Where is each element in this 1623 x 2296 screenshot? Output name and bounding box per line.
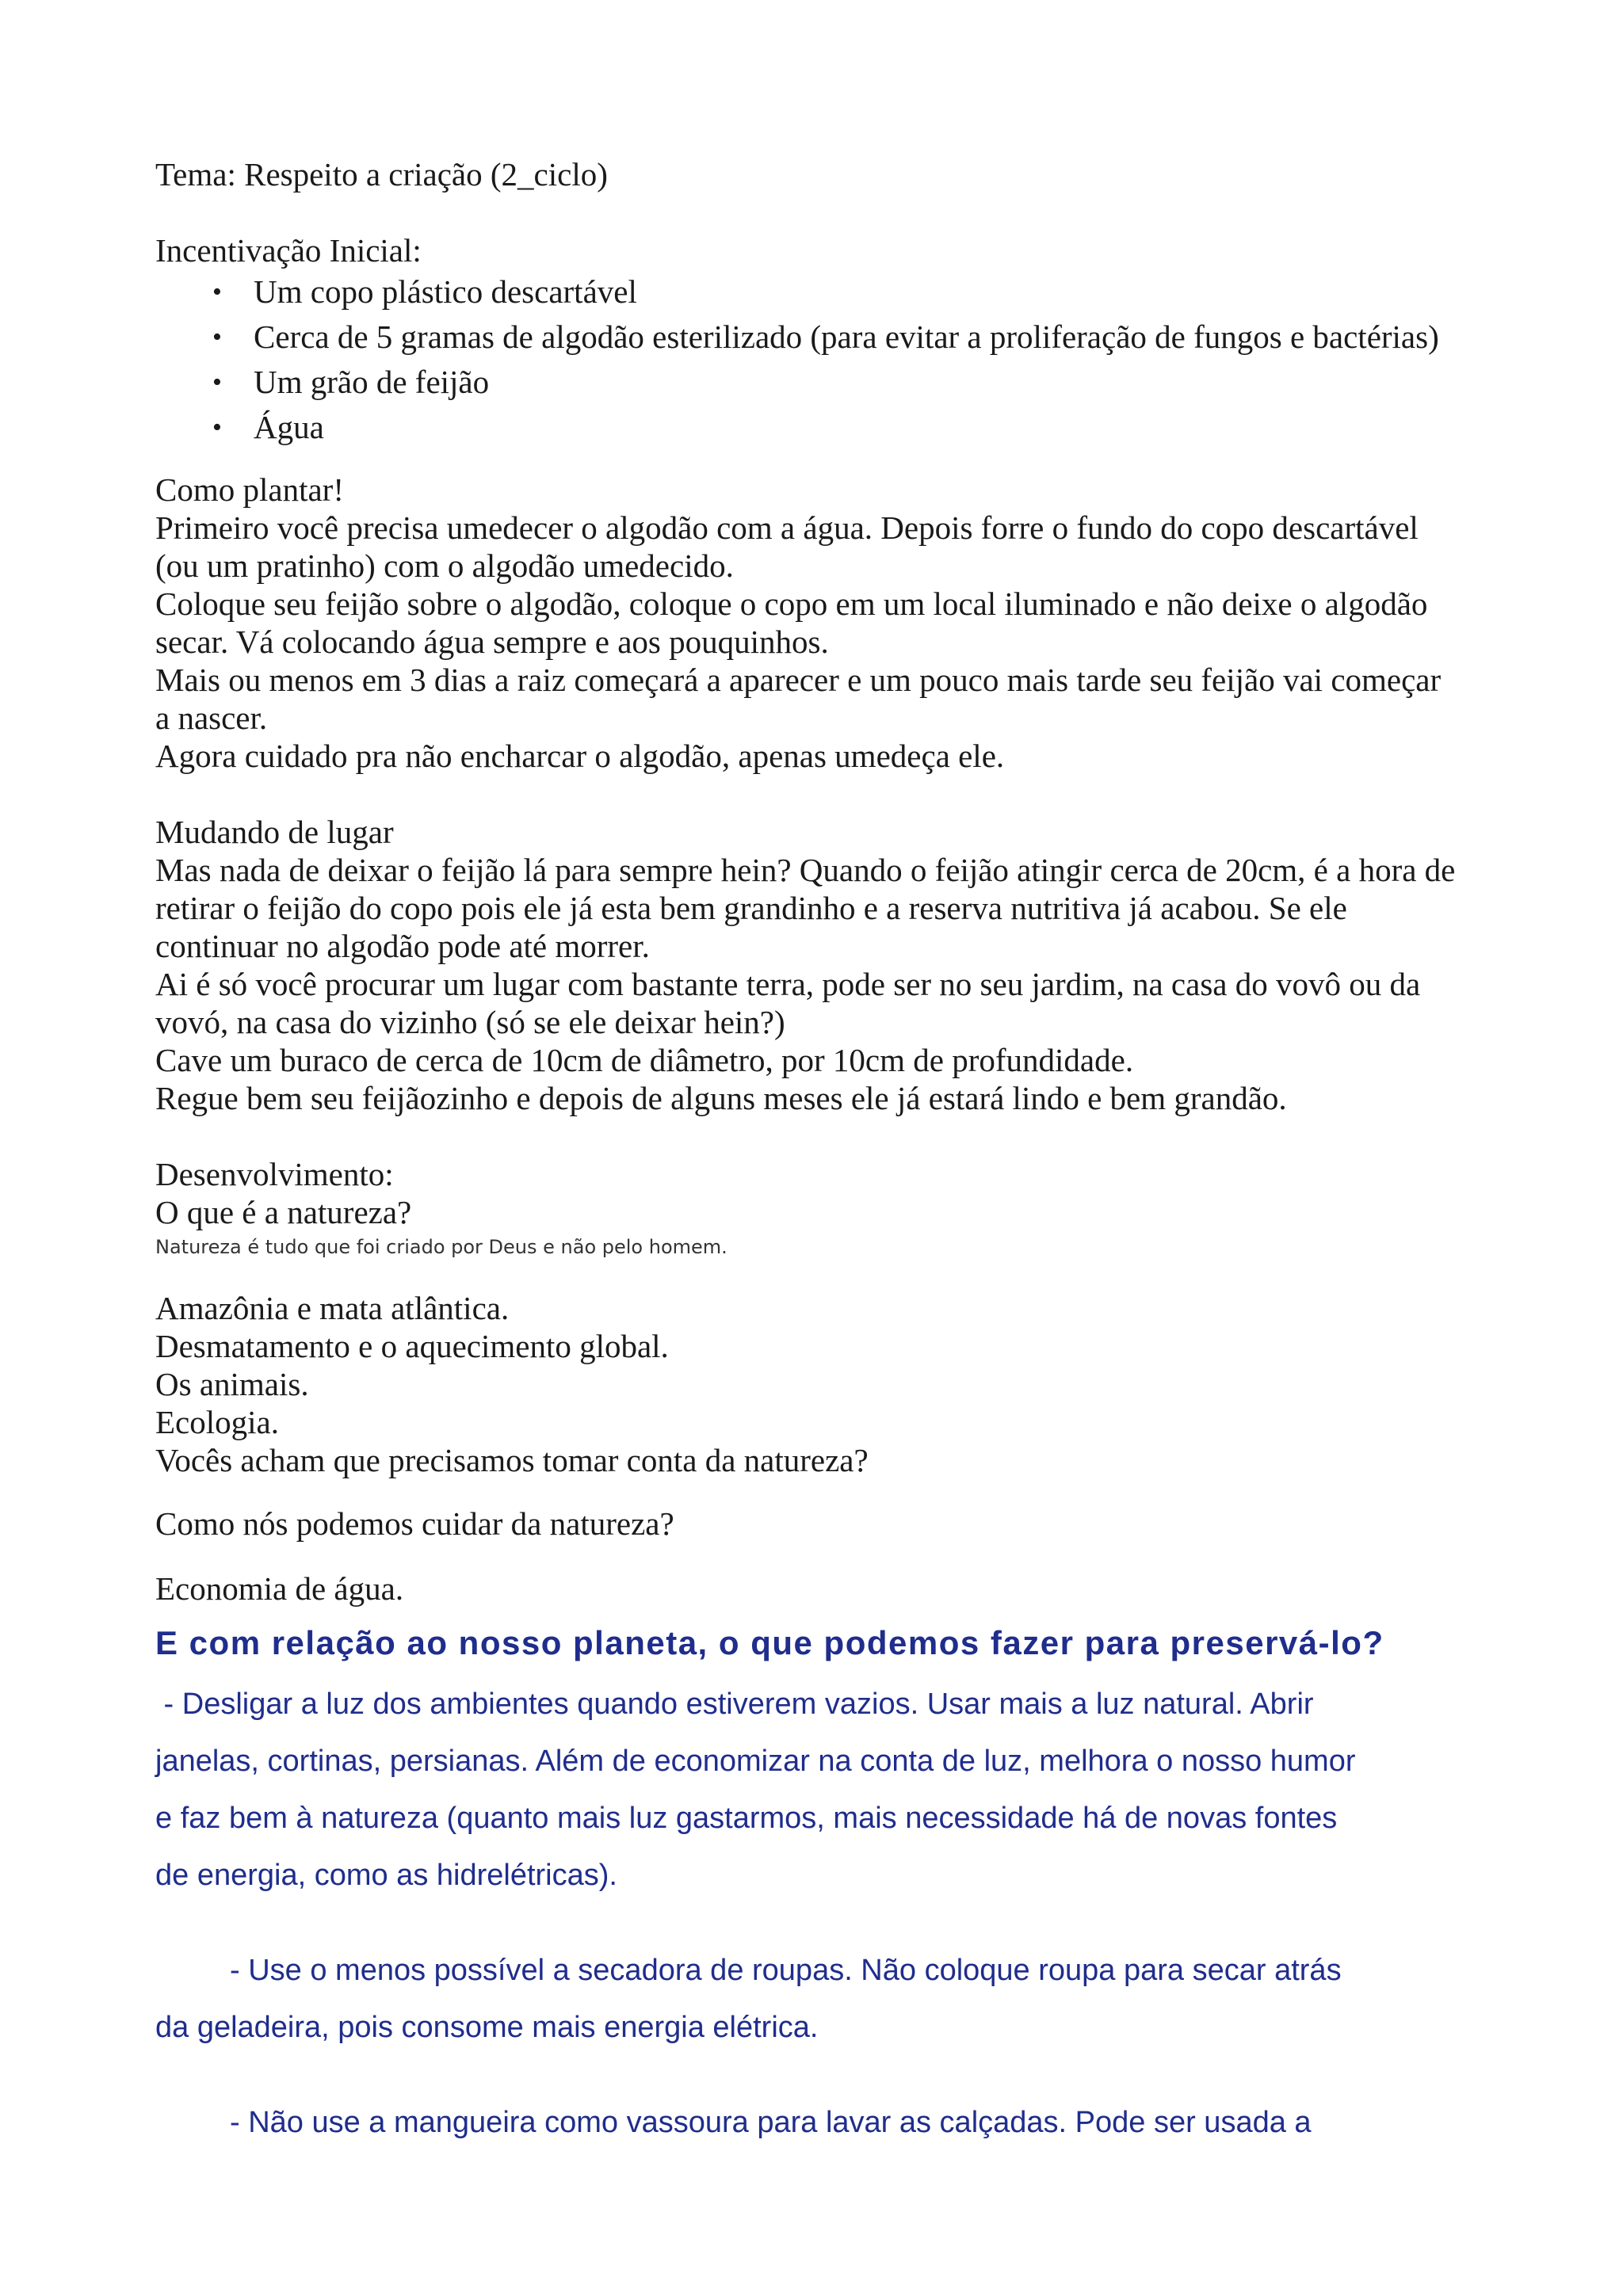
plant-line: (ou um pratinho) com o algodão umedecido. xyxy=(155,547,734,584)
move-heading: Mudando de lugar xyxy=(155,814,394,850)
topic-item: Desmatamento e o aquecimento global. xyxy=(155,1328,669,1364)
move-section xyxy=(155,813,1503,1117)
list-item: • Um grão de feijão xyxy=(155,360,1503,405)
planet-paragraph-1 xyxy=(155,1676,1503,1904)
nature-answer: Natureza é tudo que foi criado por Deus e não pelo homem. xyxy=(155,1236,727,1258)
incentive-section xyxy=(155,231,1503,450)
planet-paragraph-2 xyxy=(155,1942,1503,2056)
planet-paragraph-3 xyxy=(155,2094,1503,2151)
paragraph-line: janelas, cortinas, persianas. Além de economizar na conta de luz, melhora o nosso humor xyxy=(155,1745,1356,1778)
list-item: • Água xyxy=(155,405,1503,450)
plant-section xyxy=(155,471,1503,775)
plant-line: Coloque seu feijão sobre o algodão, coloque o copo em um local iluminado e não deixe o algodão xyxy=(155,585,1428,622)
topic-item: Os animais. xyxy=(155,1366,309,1402)
paragraph-line: - Use o menos possível a secadora de roupas. Não coloque roupa para secar atrás xyxy=(230,1954,1342,1987)
materials-list xyxy=(155,269,1503,450)
bullet-icon: • xyxy=(212,413,222,442)
topic-item: Vocês acham que precisamos tomar conta da natureza? xyxy=(155,1442,869,1478)
paragraph-line: - Não use a mangueira como vassoura para lavar as calçadas. Pode ser usada a xyxy=(230,2106,1312,2139)
plant-heading: Como plantar! xyxy=(155,471,344,508)
bullet-icon: • xyxy=(212,322,222,352)
plant-line: secar. Vá colocando água sempre e aos pouquinhos. xyxy=(155,624,829,660)
paragraph-line: - Desligar a luz dos ambientes quando estiverem vazios. Usar mais a luz natural. Abrir xyxy=(155,1688,1314,1721)
move-line: Cave um buraco de cerca de 10cm de diâmetro, por 10cm de profundidade. xyxy=(155,1042,1134,1078)
care-question: Como nós podemos cuidar da natureza? xyxy=(155,1505,674,1542)
move-line: vovó, na casa do vizinho (só se ele deixar hein?) xyxy=(155,1004,785,1040)
topic-item: Ecologia. xyxy=(155,1404,279,1440)
bullet-icon: • xyxy=(212,368,222,397)
move-line: continuar no algodão pode até morrer. xyxy=(155,928,650,964)
topic-item: Amazônia e mata atlântica. xyxy=(155,1290,510,1326)
plant-line: Agora cuidado pra não encharcar o algodão, apenas umedeça ele. xyxy=(155,738,1005,774)
development-heading: Desenvolvimento: xyxy=(155,1156,394,1192)
nature-question: O que é a natureza? xyxy=(155,1194,412,1230)
theme-line: Tema: Respeito a criação (2_ciclo) xyxy=(155,156,608,193)
planet-heading: E com relação ao nosso planeta, o que podemos fazer para preservá-lo? xyxy=(155,1624,1384,1661)
water-economy: Economia de água. xyxy=(155,1570,404,1607)
bullet-icon: • xyxy=(212,277,222,307)
paragraph-line: da geladeira, pois consome mais energia elétrica. xyxy=(155,2011,819,2044)
plant-line: Mais ou menos em 3 dias a raiz começará a aparecer e um pouco mais tarde seu feijão vai começar xyxy=(155,662,1442,698)
incentive-heading: Incentivação Inicial: xyxy=(155,232,422,269)
development-section xyxy=(155,1155,1503,1231)
list-item: • Um copo plástico descartável xyxy=(155,269,1503,315)
paragraph-line: e faz bem à natureza (quanto mais luz gastarmos, mais necessidade há de novas fontes xyxy=(155,1802,1338,1835)
move-line: Ai é só você procurar um lugar com bastante terra, pode ser no seu jardim, na casa do vovô ou da xyxy=(155,966,1421,1002)
move-line: Mas nada de deixar o feijão lá para sempre hein? Quando o feijão atingir cerca de 20cm, é a hora de xyxy=(155,852,1456,888)
list-item: • Cerca de 5 gramas de algodão esterilizado (para evitar a proliferação de fungos e bactérias) xyxy=(155,315,1503,360)
paragraph-line: de energia, como as hidrelétricas). xyxy=(155,1859,617,1892)
topics-list xyxy=(155,1289,1503,1479)
move-line: retirar o feijão do copo pois ele já esta bem grandinho e a reserva nutritiva já acabou. Se ele xyxy=(155,890,1347,926)
plant-line: a nascer. xyxy=(155,700,268,736)
move-line: Regue bem seu feijãozinho e depois de alguns meses ele já estará lindo e bem grandão. xyxy=(155,1080,1287,1116)
plant-line: Primeiro você precisa umedecer o algodão com a água. Depois forre o fundo do copo descartável xyxy=(155,509,1419,546)
